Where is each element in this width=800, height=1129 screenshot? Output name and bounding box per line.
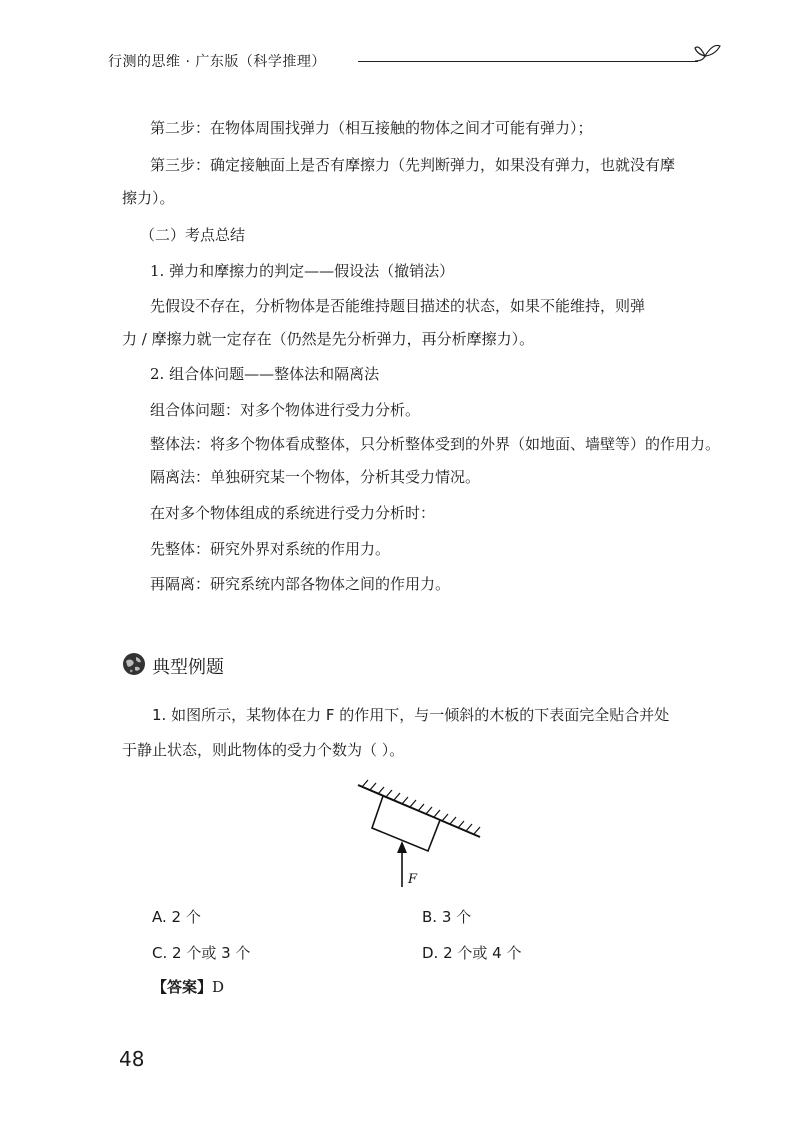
header-rule xyxy=(358,61,698,62)
force-label: F xyxy=(408,872,418,887)
inclined-board-figure xyxy=(350,775,490,895)
choice-a: A. 2 个 xyxy=(152,908,201,926)
question-line1: 1. 如图所示，某物体在力 F 的作用下，与一倾斜的木板的下表面完全贴合并处 xyxy=(152,706,670,724)
choice-b: B. 3 个 xyxy=(422,908,472,926)
item2-then: 再隔离：研究系统内部各物体之间的作用力。 xyxy=(150,575,451,593)
globe-icon xyxy=(122,652,146,676)
step3-text-line2: 擦力）。 xyxy=(122,189,175,207)
example-section-title: 典型例题 xyxy=(152,657,224,678)
page-number: 48 xyxy=(119,1047,145,1071)
answer-value: D xyxy=(212,978,225,996)
answer-label: 【答案】 xyxy=(152,978,213,996)
item2-first: 先整体：研究外界对系统的作用力。 xyxy=(150,540,391,558)
item2-whole-method: 整体法：将多个物体看成整体，只分析整体受到的外界（如地面、墙壁等）的作用力。 xyxy=(150,435,721,453)
item1-text-line1: 先假设不存在，分析物体是否能维持题目描述的状态，如果不能维持，则弹 xyxy=(150,297,646,315)
item1-text-line2: 力 / 摩擦力就一定存在（仍然是先分析弹力，再分析摩擦力）。 xyxy=(122,330,535,348)
item2-isolate-method: 隔离法：单独研究某一个物体，分析其受力情况。 xyxy=(150,468,481,486)
choice-c: C. 2 个或 3 个 xyxy=(152,944,251,962)
choice-d: D. 2 个或 4 个 xyxy=(422,944,522,962)
page-header xyxy=(108,40,720,80)
item2-definition: 组合体问题：对多个物体进行受力分析。 xyxy=(150,401,421,419)
force-arrow xyxy=(397,841,407,887)
question-line2: 于静止状态，则此物体的受力个数为（ ）。 xyxy=(122,741,405,759)
sprout-icon xyxy=(693,40,723,66)
summary-heading: （二）考点总结 xyxy=(140,226,246,244)
item2-when: 在对多个物体组成的系统进行受力分析时： xyxy=(150,504,436,522)
step3-text-line1: 第三步：确定接触面上是否有摩擦力（先判断弹力，如果没有弹力，也就没有摩 xyxy=(150,156,676,174)
item2-title: 2. 组合体问题——整体法和隔离法 xyxy=(150,365,380,383)
header-title: 行测的思维 · 广东版（科学推理） xyxy=(108,54,326,70)
step2-text: 第二步：在物体周围找弹力（相互接触的物体之间才可能有弹力）； xyxy=(150,119,593,137)
answer xyxy=(152,976,224,997)
block xyxy=(372,796,440,851)
item1-title: 1. 弹力和摩擦力的判定——假设法（撤销法） xyxy=(150,262,455,280)
